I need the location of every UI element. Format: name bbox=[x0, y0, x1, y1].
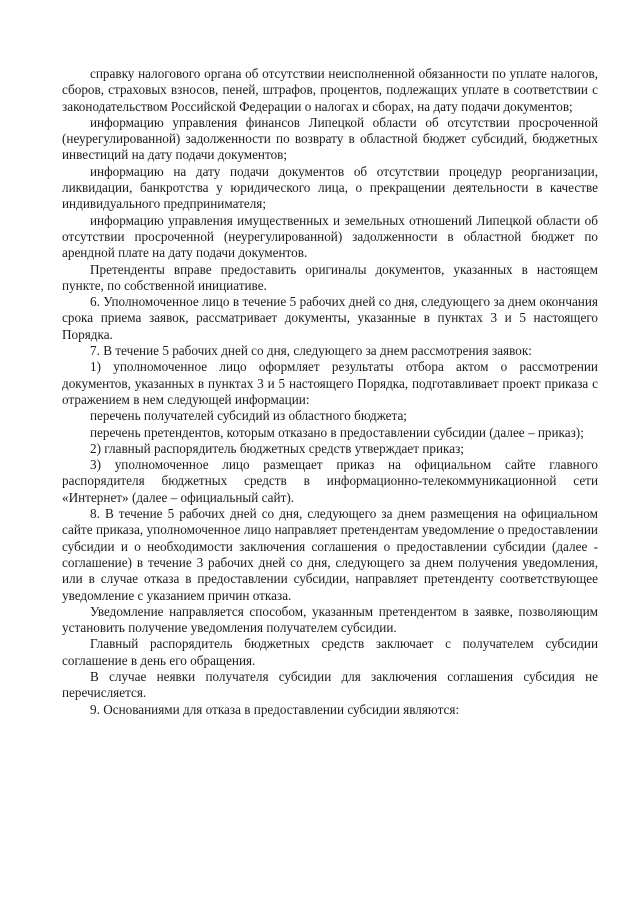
paragraph: справку налогового органа об отсутствии неисполненной обязанности по уплате налогов, сборов, страховых взносов, пеней, штрафов, процентов, подлежащих уплате в соответствии с законодательством Российской Федерации о налогах и сборах, на дату подачи документов; bbox=[62, 66, 598, 114]
paragraph: Уведомление направляется способом, указанным претендентом в заявке, позволяющим установить получение уведомления получателем субсидии. bbox=[62, 603, 598, 636]
paragraph: 8. В течение 5 рабочих дней со дня, следующего за днем размещения на официальном сайте приказа, уполномоченное лицо направляет претендентам уведомление о предоставлении субсидии и о необходимости заключения соглашения о предоставлении субсидии (далее - соглашение) в течение 3 рабочих дней со дня, следующего за днем получения уведомления, или в случае отказа в предоставлении субсидии, направляет претенденту соответствующее уведомление с указанием причин отказа. bbox=[62, 506, 598, 603]
paragraph: перечень претендентов, которым отказано в предоставлении субсидии (далее – приказ); bbox=[90, 424, 584, 440]
paragraph: 9. Основаниями для отказа в предоставлении субсидии являются: bbox=[90, 701, 460, 717]
paragraph: Главный распорядитель бюджетных средств заключает с получателем субсидии соглашение в день его обращения. bbox=[62, 636, 598, 668]
paragraph: информацию управления финансов Липецкой области об отсутствии просроченной (неурегулированной) задолженности по возврату в областной бюджет субсидий, бюджетных инвестиций на дату подачи документов; bbox=[62, 114, 598, 163]
paragraph: Претенденты вправе предоставить оригиналы документов, указанных в настоящем пункте, по собственной инициативе. bbox=[62, 261, 598, 293]
paragraph: 7. В течение 5 рабочих дней со дня, следующего за днем рассмотрения заявок: bbox=[90, 343, 532, 359]
paragraph: перечень получателей субсидий из областного бюджета; bbox=[90, 408, 407, 424]
paragraph: информацию управления имущественных и земельных отношений Липецкой области об отсутствии просроченной (неурегулированной) задолженности в областной бюджет по арендной плате на дату подачи документов. bbox=[62, 212, 598, 261]
paragraph: В случае неявки получателя субсидии для заключения соглашения субсидия не перечисляется. bbox=[62, 668, 598, 701]
paragraph: 3) уполномоченное лицо размещает приказ на официальном сайте главного распорядителя бюджетных средств в информационно-телекоммуникационной сети «Интернет» (далее – официальный сайт). bbox=[62, 457, 598, 505]
document-body bbox=[62, 66, 598, 718]
paragraph: 1) уполномоченное лицо оформляет результаты отбора актом о рассмотрении документов, указанных в пунктах 3 и 5 настоящего Порядка, подготавливает проект приказа с отражением в нем следующей информации: bbox=[62, 359, 598, 407]
paragraph: информацию на дату подачи документов об отсутствии процедур реорганизации, ликвидации, банкротства у юридического лица, о прекращении деятельности в качестве индивидуального предпринимателя; bbox=[62, 163, 598, 212]
paragraph: 6. Уполномоченное лицо в течение 5 рабочих дней со дня, следующего за днем окончания срока приема заявок, рассматривает документы, указанные в пунктах 3 и 5 настоящего Порядка. bbox=[62, 294, 598, 342]
paragraph: 2) главный распорядитель бюджетных средств утверждает приказ; bbox=[90, 440, 464, 456]
